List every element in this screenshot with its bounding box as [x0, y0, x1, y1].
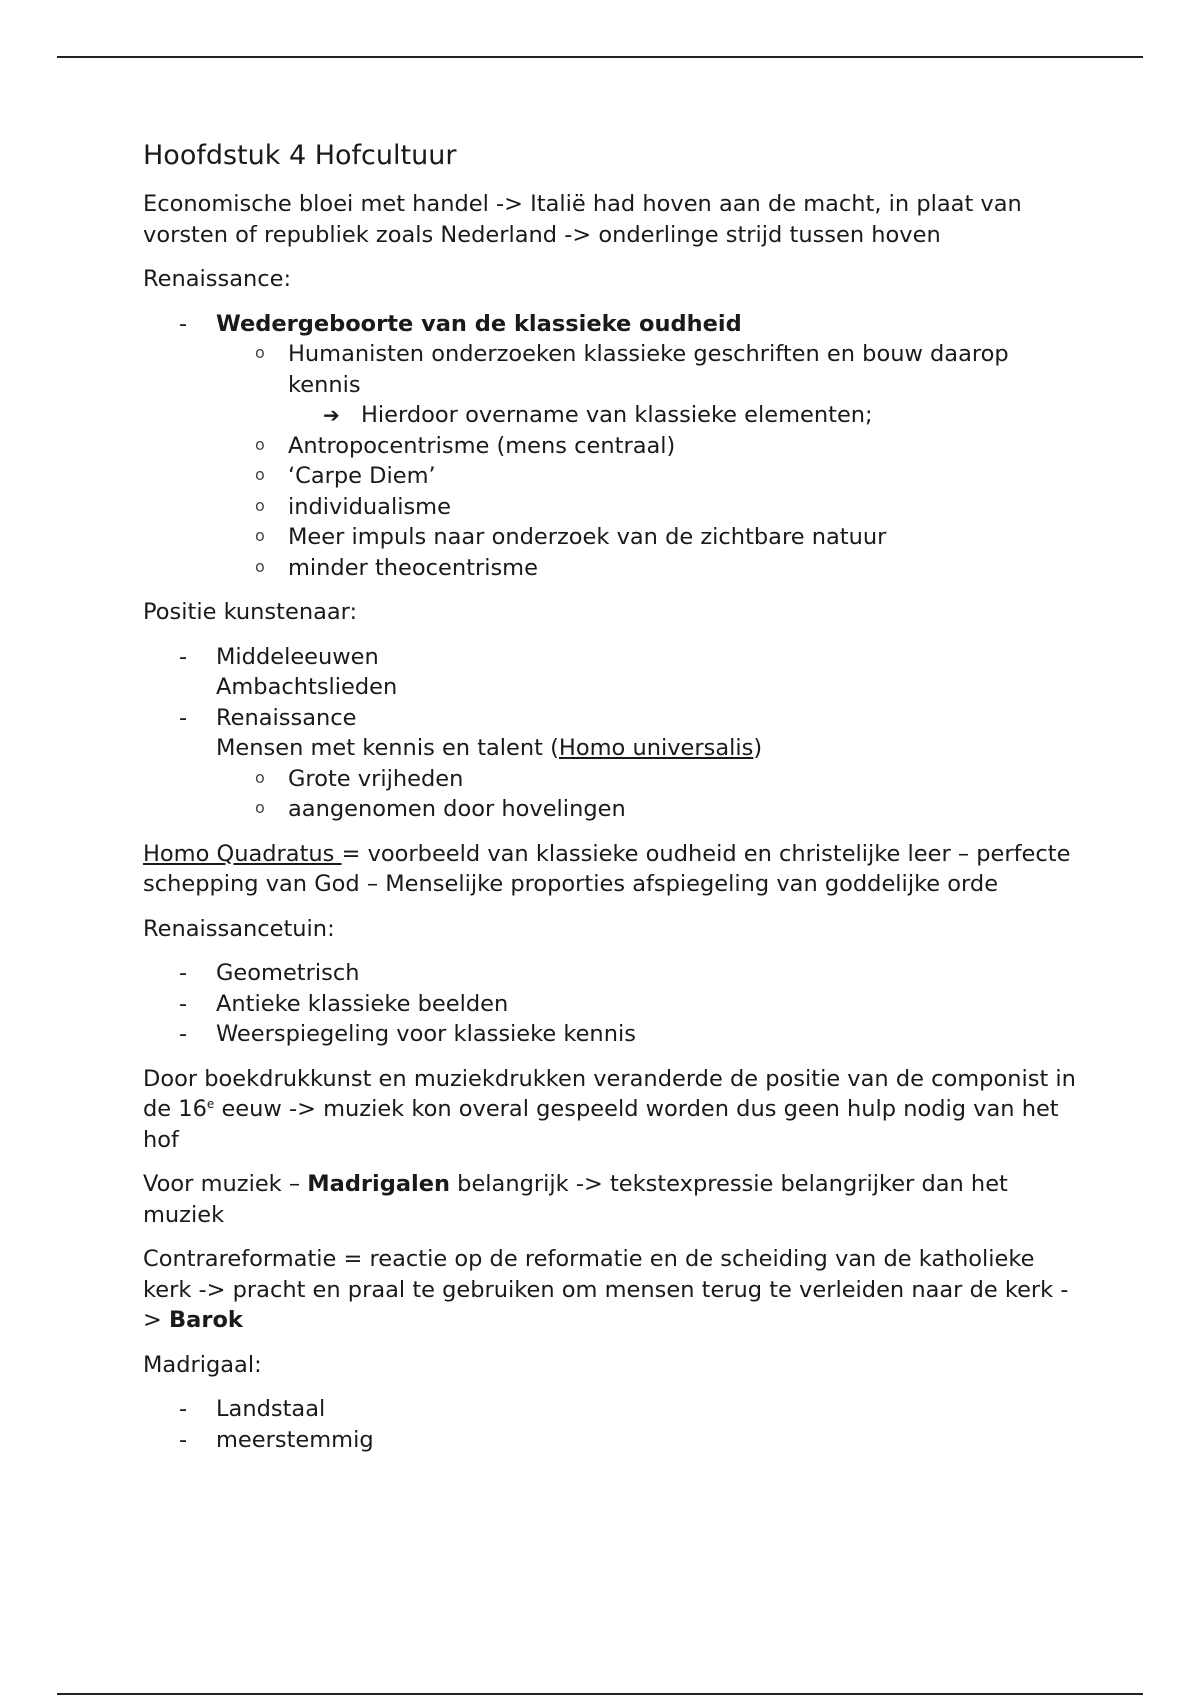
barok-term: Barok	[169, 1307, 243, 1333]
renaissance-list	[143, 309, 1083, 584]
list-item: o individualisme	[143, 492, 1083, 523]
positie-item-title: - Middeleeuwen	[216, 643, 379, 670]
list-item: - Landstaal	[143, 1394, 1083, 1425]
text-span: eeuw -> muziek kon overal gespeeld worden dus geen hulp nodig van het hof	[143, 1096, 1059, 1153]
text-span: Contrareformatie = reactie op de reformatie en de scheiding van de katholieke kerk -> pracht en praal te gebruiken om mensen terug te verleiden naar de kerk ->	[143, 1246, 1069, 1333]
list-item: o ‘Carpe Diem’	[143, 461, 1083, 492]
list-item: o Meer impuls naar onderzoek van de zichtbare natuur	[143, 522, 1083, 553]
homo-quadratus-term: Homo Quadratus	[143, 840, 342, 867]
list-item: o minder theocentrisme	[143, 553, 1083, 584]
list-item: o Grote vrijheden	[143, 764, 1083, 795]
sub-item-text: Humanisten onderzoeken klassieke geschriften en bouw daarop kennis	[288, 341, 1009, 398]
renaissance-main-point: Wedergeboorte van de klassieke oudheid	[216, 310, 742, 337]
madrigaal-heading: Madrigaal:	[143, 1351, 262, 1378]
boekdruk-paragraph	[143, 1064, 1083, 1156]
list-item	[143, 339, 1083, 431]
list-item: - Weerspiegeling voor klassieke kennis	[143, 1019, 1083, 1050]
list-item: - meerstemmig	[143, 1425, 1083, 1456]
superscript: e	[206, 1097, 215, 1111]
positie-list	[143, 642, 1083, 825]
text-span: Voor muziek –	[143, 1171, 308, 1197]
renaissance-heading: Renaissance:	[143, 266, 292, 292]
list-item	[143, 703, 1083, 825]
document-body	[143, 138, 1083, 1469]
arrow-item-text: Hierdoor overname van klassieke elementen;	[361, 402, 873, 428]
text-span: = voorbeeld van klassieke oudheid en christelijke leer – perfecte schepping van God – Menselijke proporties afspiegeling van goddelijke orde	[143, 840, 1071, 897]
madrigaal-list	[143, 1394, 1083, 1455]
positie-item-text: Ambachtslieden	[216, 674, 398, 700]
text-span: belangrijk -> tekstexpressie belangrijker dan het muziek	[143, 1171, 1008, 1228]
intro-paragraph: Economische bloei met handel -> Italië had hoven aan de macht, in plaat van vorsten of republiek zoals Nederland -> onderlinge strijd tussen hoven	[143, 191, 1022, 248]
positie-heading: Positie kunstenaar:	[143, 599, 358, 625]
text-span: Mensen met kennis en talent (	[216, 735, 559, 761]
positie-item-title: - Renaissance	[216, 704, 357, 731]
text-span: Door boekdrukkunst en muziekdrukken veranderde de positie van de componist in de 16	[143, 1065, 1076, 1122]
renaissance-sublist	[216, 339, 1083, 583]
text-span: )	[753, 735, 763, 761]
tuin-heading: Renaissancetuin:	[143, 915, 335, 942]
page-title: Hoofdstuk 4 Hofcultuur	[143, 140, 457, 171]
list-item: o aangenomen door hovelingen	[143, 794, 1083, 825]
list-item: o Antropocentrisme (mens centraal)	[143, 431, 1083, 462]
list-item: - Geometrisch	[143, 958, 1083, 989]
list-item	[143, 400, 1083, 431]
list-item	[143, 642, 1083, 703]
bottom-rule	[57, 1693, 1143, 1695]
arrow-sublist	[288, 400, 1083, 431]
homo-universalis-term: Homo universalis	[558, 735, 754, 761]
madrigalen-term: Madrigalen	[307, 1171, 451, 1197]
homo-quadratus-paragraph	[143, 839, 1083, 900]
muziek-paragraph	[143, 1169, 1083, 1230]
contrareformatie-paragraph	[143, 1244, 1083, 1336]
list-item	[143, 309, 1083, 584]
top-rule	[57, 56, 1143, 58]
list-item: - Antieke klassieke beelden	[143, 989, 1083, 1020]
positie-sublist	[216, 764, 1083, 825]
tuin-list	[143, 958, 1083, 1050]
positie-item-text	[216, 733, 1083, 764]
